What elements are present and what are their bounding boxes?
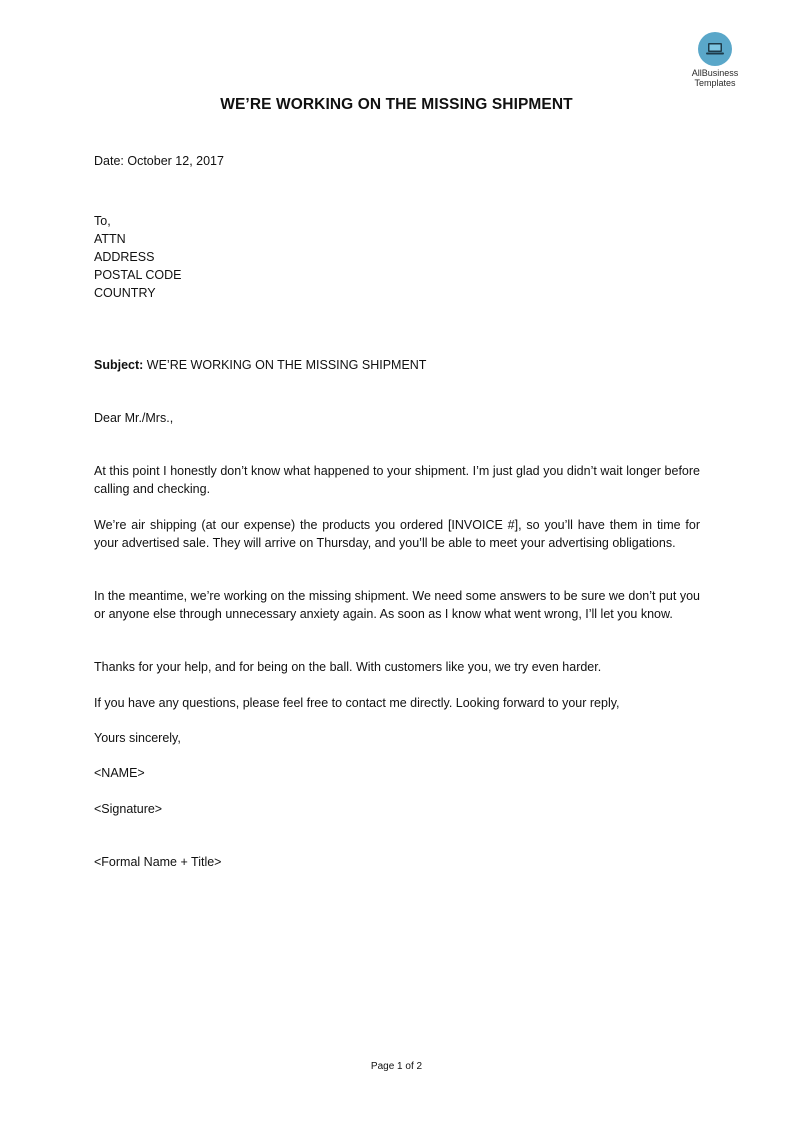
address-line: ADDRESS: [94, 250, 155, 264]
body-paragraph-5: If you have any questions, please feel free to contact me directly. Looking forward to your reply,: [94, 696, 620, 710]
body-paragraph-4: Thanks for your help, and for being on the ball. With customers like you, we try even harder.: [94, 660, 602, 674]
address-postal-code: POSTAL CODE: [94, 268, 182, 282]
address-to: To,: [94, 214, 111, 228]
signature-placeholder: <Signature>: [94, 802, 163, 816]
subject-text: WE’RE WORKING ON THE MISSING SHIPMENT: [146, 358, 427, 372]
page-number: Page 1 of 2: [370, 1061, 423, 1072]
logo-text-line1: AllBusiness: [691, 68, 739, 78]
closing: Yours sincerely,: [94, 731, 181, 745]
body-paragraph-1: At this point I honestly don’t know what happened to your shipment. I’m just glad you didn’t wait longer before calling and checking.: [94, 464, 700, 496]
subject-label: Subject:: [94, 358, 144, 372]
document-title: WE’RE WORKING ON THE MISSING SHIPMENT: [220, 96, 573, 113]
subject-line: [94, 356, 426, 374]
letter-date: Date: October 12, 2017: [94, 154, 224, 168]
logo-text-line2: Templates: [694, 78, 736, 88]
address-attn: ATTN: [94, 232, 126, 246]
formal-name-placeholder: <Formal Name + Title>: [94, 855, 222, 869]
body-paragraph-2: We’re air shipping (at our expense) the products you ordered [INVOICE #], so you’ll have them in time for your advertised sale. They will arrive on Thursday, and you’ll be able to meet your advertising obligations.: [94, 518, 700, 550]
brand-logo: [668, 32, 762, 88]
address-country: COUNTRY: [94, 286, 156, 300]
salutation: Dear Mr./Mrs.,: [94, 411, 174, 425]
name-placeholder: <NAME>: [94, 766, 145, 780]
body-paragraph-3: In the meantime, we’re working on the missing shipment. We need some answers to be sure we don’t put you or anyone else through unnecessary anxiety again. As soon as I know what went wrong, I’ll let you know.: [94, 589, 700, 621]
laptop-icon: [698, 32, 732, 66]
